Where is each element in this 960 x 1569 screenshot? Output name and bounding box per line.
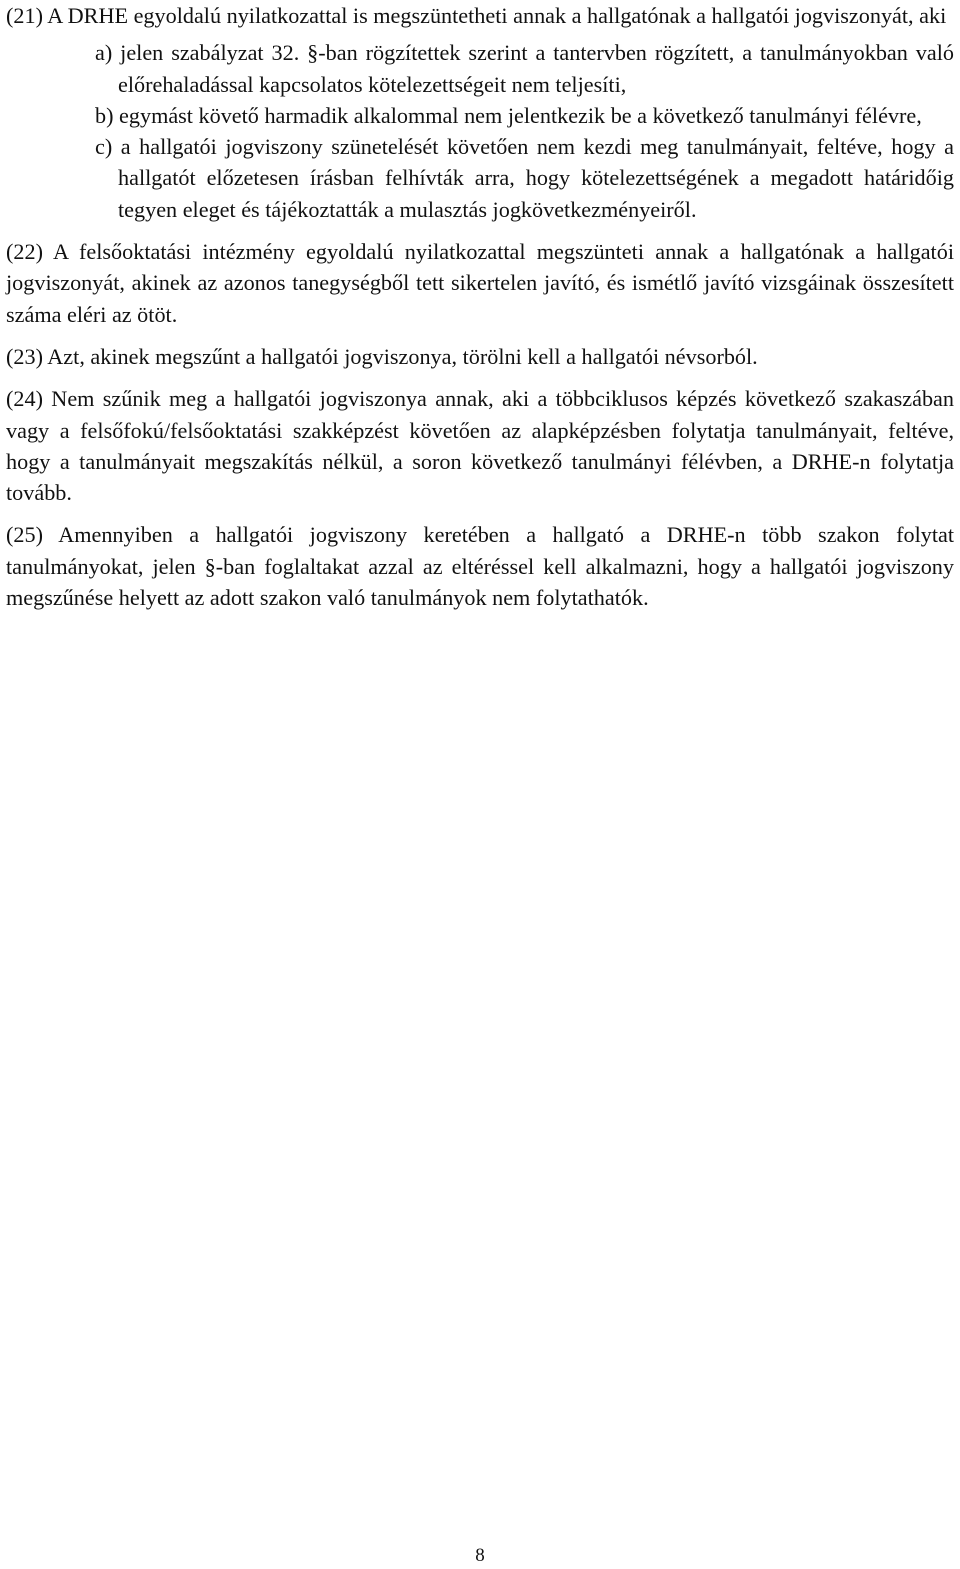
paragraph-25 <box>6 519 954 613</box>
paragraph-text: (23) Azt, akinek megszűnt a hallgatói jogviszonya, törölni kell a hallgatói névsorból. <box>6 343 758 369</box>
paragraph-23 <box>6 341 954 372</box>
page-number: 8 <box>475 1545 485 1566</box>
list-item-a: a) jelen szabályzat 32. §-ban rögzítettek szerint a tantervben rögzített, a tanulmányokban való előrehaladással kapcsolatos kötelezettségeit nem teljesíti, <box>95 40 954 97</box>
paragraph-text: (22) A felsőoktatási intézmény egyoldalú nyilatkozattal megszünteti annak a hallgatónak a hallgatói jogviszonyát, akinek az azonos tanegységből tett sikertelen javító, és ismétlő javító vizsgáinak összesített száma eléri az ötöt. <box>6 239 954 327</box>
paragraph-text: (24) Nem szűnik meg a hallgatói jogviszonya annak, aki a többciklusos képzés következő szakaszában vagy a felsőfokú/felsőoktatási szakképzést követően az alapképzésben folytatja tanulmányait, feltéve, hogy a tanulmányait megszakítás nélkül, a soron következő tanulmányi félévben, a DRHE-n folytatja tovább. <box>6 386 954 506</box>
list-item-b: b) egymást követő harmadik alkalommal nem jelentkezik be a következő tanulmányi félévre, <box>95 102 922 128</box>
document-page <box>6 0 954 624</box>
paragraph-text: (25) Amennyiben a hallgatói jogviszony keretében a hallgató a DRHE-n több szakon folytat tanulmányokat, jelen §-ban foglaltakat azzal az eltéréssel kell alkalmazni, hogy a hallgatói jogviszony megszűnése helyett az adott szakon való tanulmányok nem folytathatók. <box>6 522 954 611</box>
paragraph-21 <box>6 0 954 225</box>
paragraph-22 <box>6 236 954 330</box>
list-item-c: c) a hallgatói jogviszony szünetelését követően nem kezdi meg tanulmányait, feltéve, hogy a hallgatót előzetesen írásban felhívták arra, hogy kötelezettségének a megadott határidőig tegyen eleget és tájékoztatták a mulasztás jogkövetkezményeiről. <box>95 134 954 222</box>
paragraph-text: (21) A DRHE egyoldalú nyilatkozattal is megszüntetheti annak a hallgatónak a hallgatói jogviszonyát, aki <box>6 3 947 28</box>
paragraph-24 <box>6 383 954 508</box>
